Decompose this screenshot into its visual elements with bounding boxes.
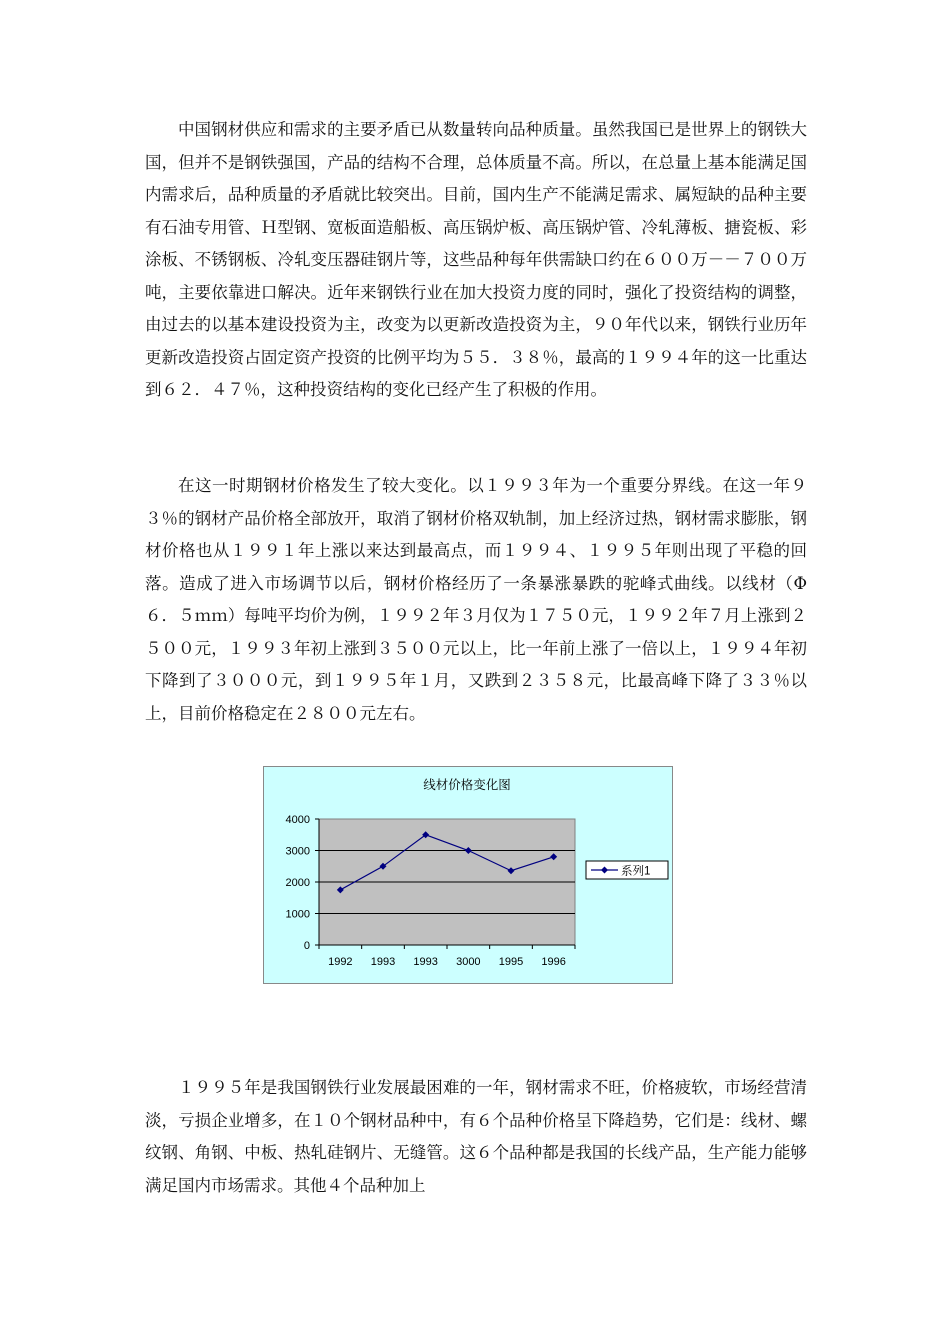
plot-area (286, 814, 575, 968)
y-tick-label: 0 (303, 940, 310, 952)
paragraph-2: 在这一时期钢材价格发生了较大变化。以１９９３年为一个重要分界线。在这一年９３％的钢材产品价格全部放开，取消了钢材价格双轨制，加上经济过热，钢材需求膨胀，钢材价格也从１９９１年上涨以来达到最高点，而１９９４、１９９５年则出现了平稳的回落。造成了进入市场调节以后，钢材价格经历了一条暴涨暴跌的驼峰式曲线。以线材（Φ６．５ｍｍ）每吨平均价为例，１９９２年３月仅为１７５０元，１９９２年７月上涨到２５００元，１９９３年初上涨到３５００元以上，比一年前上涨了一倍以上，１９９４年初下降到了３０００元，到１９９５年１月，又跌到２３５８元，比最高峰下降了３３％以上，目前价格稳定在２８００元左右。 (145, 476, 807, 723)
y-tick-label: 4000 (285, 814, 310, 826)
y-tick-label: 2000 (285, 877, 310, 889)
legend-label-series-1: 系列1 (621, 865, 651, 878)
paragraph-1: 中国钢材供应和需求的主要矛盾已从数量转向品种质量。虽然我国已是世界上的钢铁大国，但并不是钢铁强国，产品的结构不合理，总体质量不高。所以，在总量上基本能满足国内需求后，品种质量的矛盾就比较突出。目前，国内生产不能满足需求、属短缺的品种主要有石油专用管、Ｈ型钢、宽板面造船板、高压锅炉板、高压锅炉管、冷轧薄板、搪瓷板、彩涂板、不锈钢板、冷轧变压器硅钢片等，这些品种每年供需缺口约在６００万－－７００万吨，主要依靠进口解决。近年来钢铁行业在加大投资力度的同时，强化了投资结构的调整，由过去的以基本建设投资为主，改变为以更新改造投资为主，９０年代以来，钢铁行业历年更新改造投资占固定资产投资的比例平均为５５．３８％，最高的１９９４年的这一比重达到６２．４７％，这种投资结构的变化已经产生了积极的作用。 (145, 120, 807, 399)
x-tick-label: 1992 (328, 956, 353, 968)
chart-legend (586, 861, 668, 879)
x-tick-label: 1996 (541, 956, 566, 968)
y-tick-label: 1000 (285, 908, 310, 921)
x-tick-label: 3000 (456, 956, 481, 968)
x-tick-label: 1995 (498, 956, 524, 968)
x-tick-label: 1993 (413, 956, 438, 968)
paragraph-3: １９９５年是我国钢铁行业发展最困难的一年，钢材需求不旺，价格疲软，市场经营清淡，亏损企业增多，在１０个钢材品种中，有６个品种价格呈下降趋势，它们是：线材、螺纹钢、角钢、中板、热轧硅钢片、无缝管。这６个品种都是我国的长线产品，生产能力能够满足国内市场需求。其他４个品种加上 (145, 1078, 807, 1195)
x-tick-label: 1993 (370, 956, 396, 968)
chart-title: 线材价格变化图 (423, 778, 511, 792)
wire-price-chart (263, 766, 673, 984)
y-tick-label: 3000 (285, 845, 310, 858)
chart-svg (264, 767, 674, 985)
